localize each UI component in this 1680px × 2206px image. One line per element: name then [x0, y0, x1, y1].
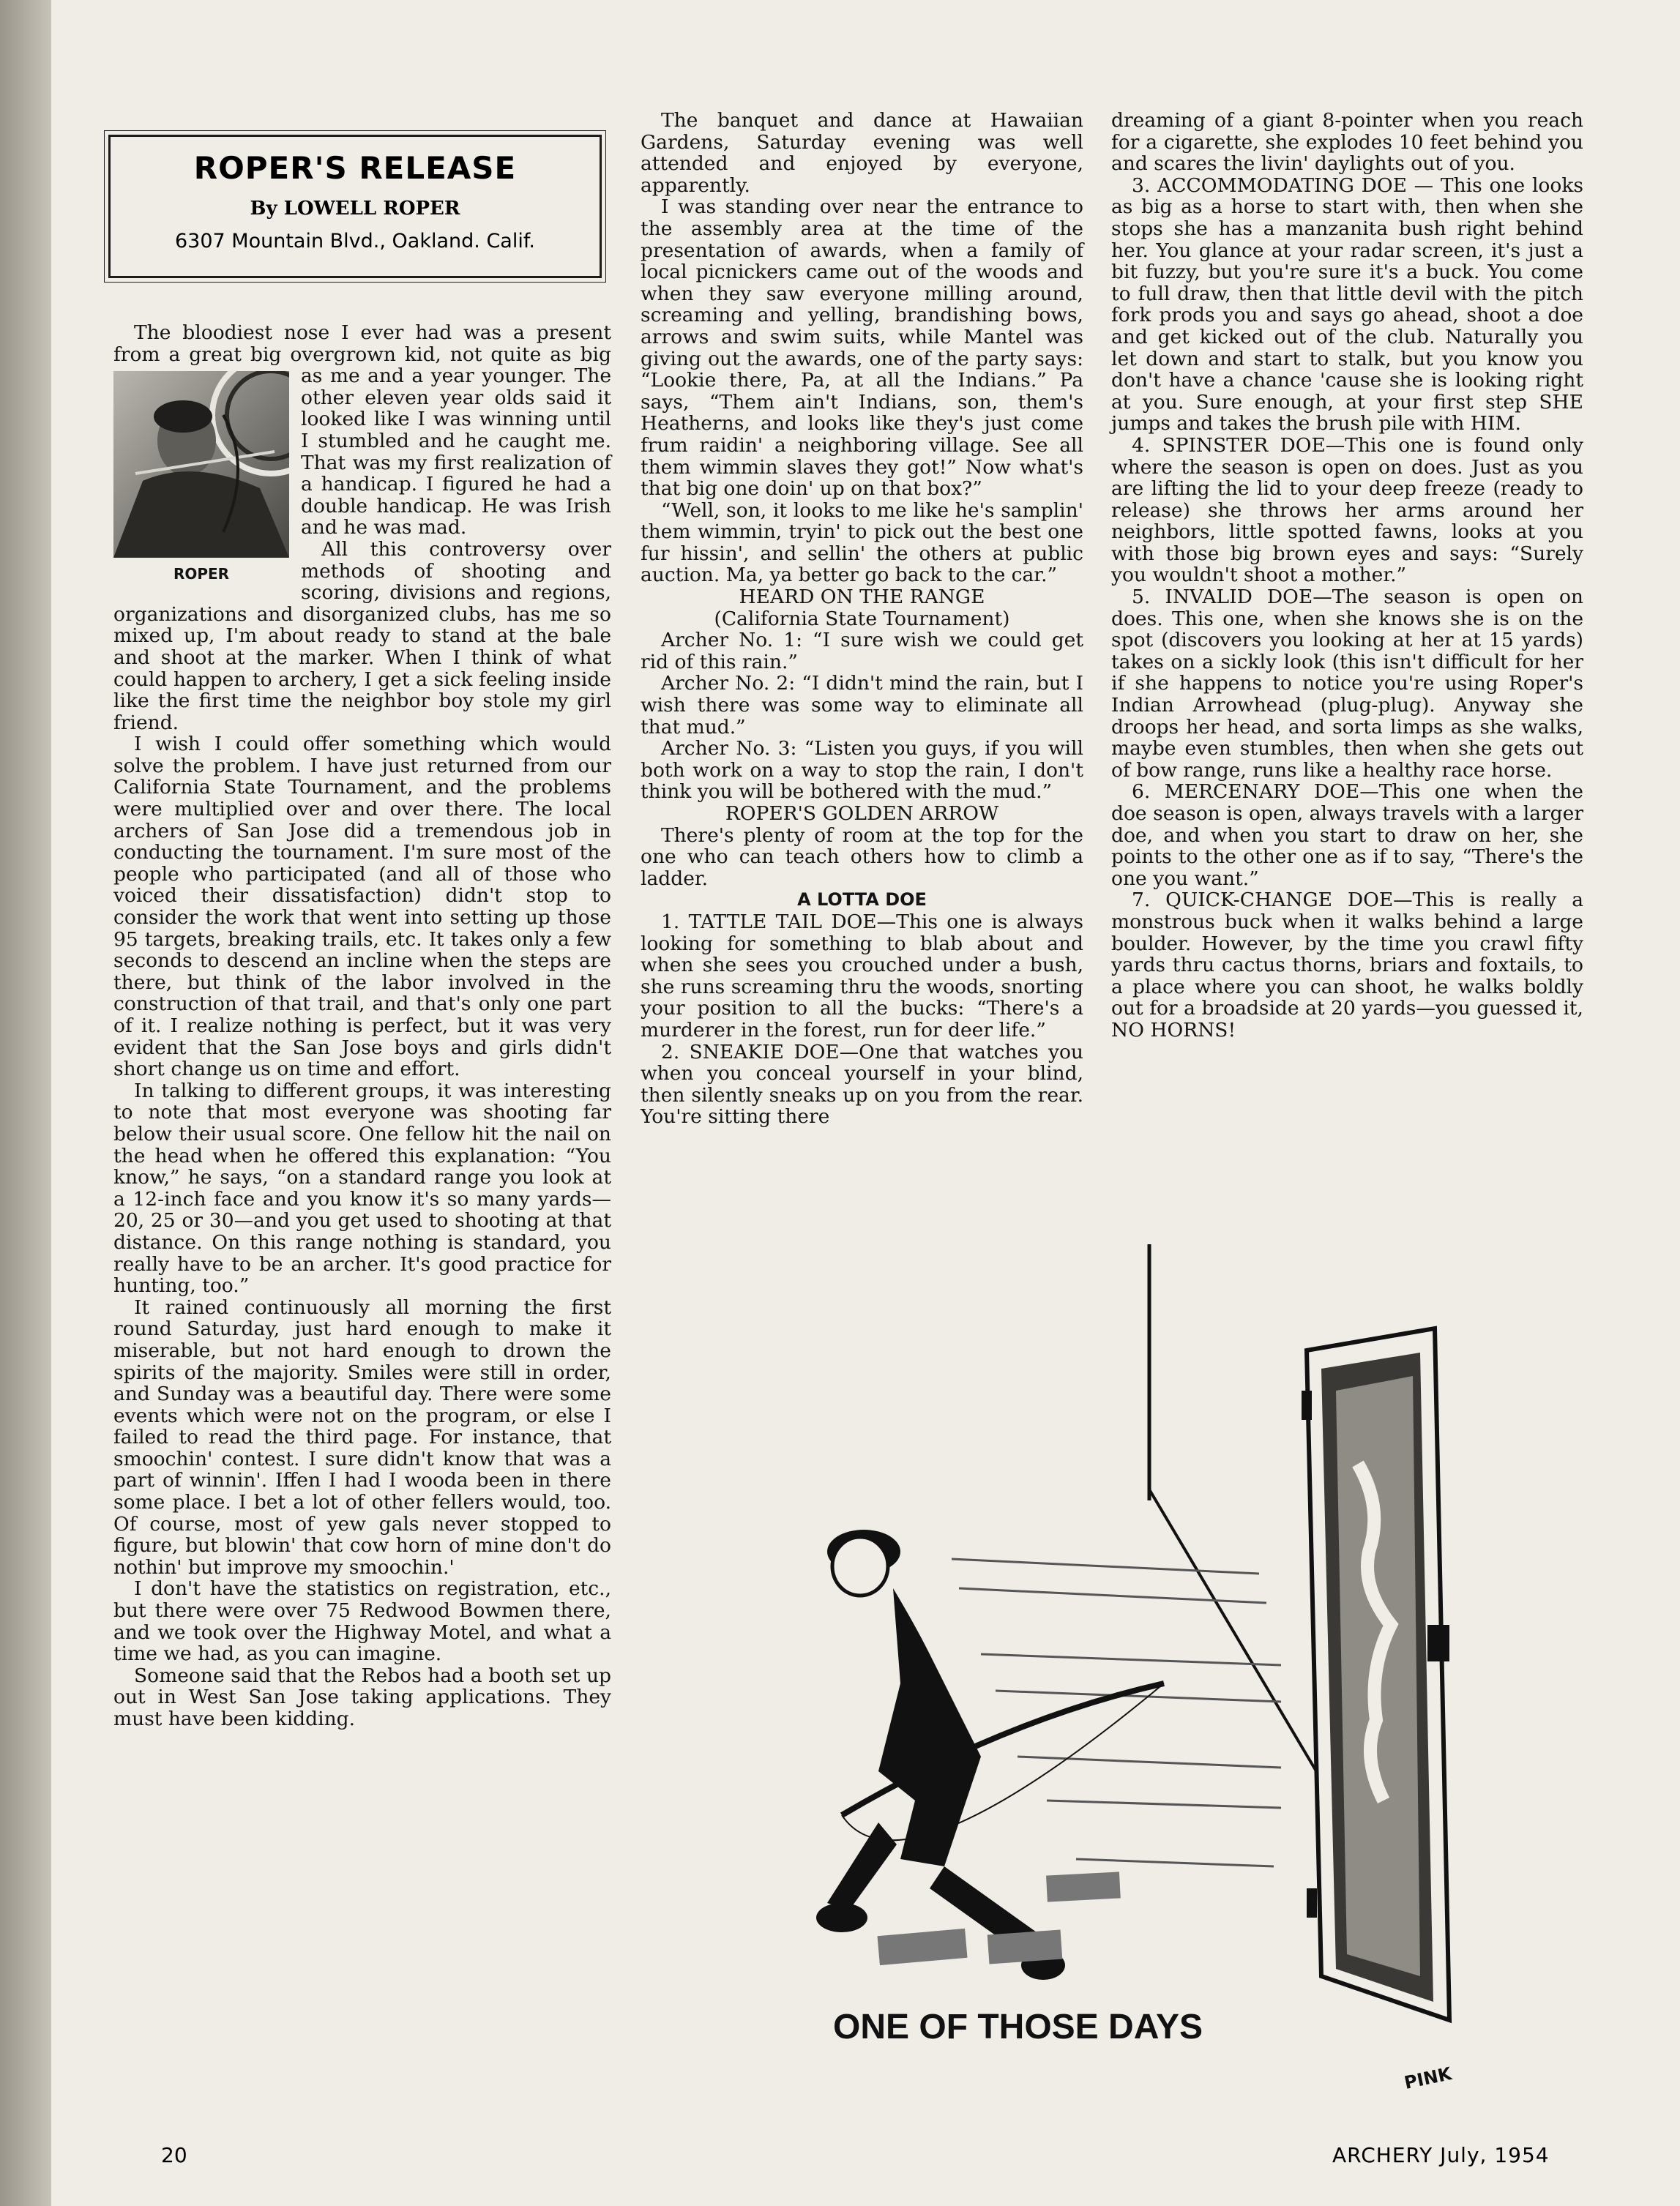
- byline: By LOWELL ROPER: [250, 198, 460, 220]
- article-column-1: [113, 322, 611, 1730]
- column-title: ROPER'S RELEASE: [193, 150, 517, 186]
- paragraph: It rained continuously all morning the first round Saturday, just hard enough to make it miserable, but not hard enough to drown the spirits of the majority. Smiles were still in order, and Sunday was a beautiful day. There were some events which were not on the program, or else I failed to read the third page. For instance, that smoochin' contest. I sure didn't know that was a part of winnin'. Iffen I had I wooda been in there some place. I bet a lot of other fellers would, too. Of course, most of yew gals never stopped to figure, but blowin' that cow horn of mine don't do nothin' but improve my smoochin.': [113, 1295, 611, 1579]
- publication-footer: ARCHERY July, 1954: [1332, 2143, 1550, 2167]
- paragraph: 2. SNEAKIE DOE—One that watches you when you conceal yourself in your blind, then silently sneaks up on you from the rear. You're sitting there: [641, 1040, 1083, 1129]
- paragraph: Archer No. 2: “I didn't mind the rain, but I wish there was some way to eliminate all that mud.”: [641, 672, 1083, 739]
- section-heading: ROPER'S GOLDEN ARROW: [725, 802, 999, 825]
- paragraph: 1. TATTLE TAIL DOE—This one is always looking for something to blab about and when she sees you crouched under a bush, she runs screaming thru the woods, snorting your position to all the bucks: “There's a murderer in the forest, run for deer life.”: [641, 910, 1083, 1042]
- column-header-box: [108, 135, 602, 278]
- paragraph-continuation: younger. The other eleven year olds said it looked like I was winning until I stumbled and he caught me. That was my first realization of a handicap. I figured he had a double handicap. He was Irish and he was mad.: [301, 364, 611, 539]
- paragraph: dreaming of a giant 8-pointer when you reach for a cigarette, she explodes 10 feet behind you and scares the livin' daylights out of you.: [1111, 109, 1583, 176]
- page-number: 20: [161, 2143, 187, 2167]
- cartoon-caption: ONE OF THOSE DAYS: [833, 2008, 1203, 2046]
- section-heading: HEARD ON THE RANGE: [739, 586, 985, 609]
- paragraph: 7. QUICK-CHANGE DOE—This is really a monstrous buck when it walks behind a large boulder. However, by the time you crawl fifty yards thru cactus thorns, briars and foxtails, to a place where you can shoot, he walks boldly out for a broadside at 20 yards—you guessed it, NO HORNS!: [1111, 889, 1583, 1042]
- paragraph: Archer No. 1: “I sure wish we could get rid of this rain.”: [641, 629, 1083, 673]
- paragraph: 6. MERCENARY DOE—This one when the doe season is open, always travels with a larger doe, and when you start to draw on her, she points to the other one as if to say, “There's the one you want.”: [1111, 780, 1583, 890]
- paragraph: 5. INVALID DOE—The season is open on does. This one, when she knows she is on the spot (discovers you looking at her at 15 yards) takes on a sickly look (this isn't difficult for her if she happens to notice you're using Roper's Indian Arrowhead (plug-plug). Anyway she droops her head, and sorta limps as she walks, maybe even stumbles, then when she gets out of bow range, runs like a healthy race horse.: [1111, 586, 1583, 782]
- paragraph: “Well, son, it looks to me like he's samplin' them wimmin, tryin' to pick out the best one fur hissin', and sellin' the others at public auction. Ma, ya better go back to the car.”: [641, 498, 1083, 587]
- paragraph: I wish I could offer something which would solve the problem. I have just returned from our California State Tournament, and the problems were multiplied over and over there. The local archers of San Jose did a tremendous job in conducting the tournament. I'm sure most of the people who participated (and all of those who voiced their dissatisfaction) didn't stop to consider the work that went into setting up those 95 targets, breaking trails, etc. It takes only a few seconds to descend an incline when the steps are there, but think of the labor involved in the construction of that trail, and that's only one part of it. I realize nothing is perfect, but it was very evident that the San Jose boys and girls didn't short change us on time and effort.: [113, 733, 611, 1081]
- author-address: 6307 Mountain Blvd., Oakland. Calif.: [175, 230, 535, 253]
- paragraph: 3. ACCOMMODATING DOE — This one looks as big as a horse to start with, then when she stops she has a manzanita bush right behind her. You glance at your radar screen, it's just a bit fuzzy, but you're sure it's a buck. You come to full draw, then that little devil with the pitch fork prods you and says go ahead, shoot a doe and get kicked out of the club. Naturally you let down and start to stalk, but you know you don't have a chance 'cause she is looking right at you. Sure enough, at your first step SHE jumps and takes the brush pile with HIM.: [1111, 173, 1583, 435]
- cartoon-signature: PINK: [1402, 2063, 1454, 2094]
- section-subheading: (California State Tournament): [714, 607, 1010, 630]
- article-column-2: [641, 110, 1083, 1128]
- paragraph: Archer No. 3: “Listen you guys, if you will both work on a way to stop the rain, I don't think you will be bothered with the mud.”: [641, 737, 1083, 804]
- paragraph: I don't have the statistics on registration, etc., but there were over 75 Redwood Bowmen there, and we took over the Highway Motel, and what a time we had, as you can imagine.: [113, 1577, 611, 1666]
- archer-portrait: [113, 371, 289, 558]
- section-heading: A LOTTA DOE: [797, 889, 927, 911]
- cartoon-illustration: [637, 1244, 1588, 2130]
- paragraph: The bloodiest nose I ever had was a present from a great big overgrown kid, not quite as big as me and a year ROPER younger. The other eleven year olds said it looked like I was winning until I stumbled and he caught me. That was my first realization of a handicap. I figured he had a double handicap. He was Irish and he was mad.: [113, 322, 611, 539]
- paragraph: The banquet and dance at Hawaiian Gardens, Saturday evening was well attended and enjoyed by everyone, apparently.: [641, 109, 1083, 197]
- article-column-3: [1111, 110, 1583, 1042]
- paragraph: All this controversy over methods of shooting and scoring, divisions and regions, organizations and disorganized clubs, has me so mixed up, I'm about ready to stand at the bale and shoot at the marker. When I think of what could happen to archery, I get a sick feeling inside like the first time the neighbor boy stole my girl friend.: [113, 537, 611, 734]
- author-photo: [113, 371, 289, 591]
- binding-edge: [0, 0, 51, 2206]
- paragraph: I was standing over near the entrance to the assembly area at the time of the presentation of awards, when a family of local picnickers came out of the woods and when they saw everyone milling around, screaming and yelling, brandishing bows, arrows and swim suits, while Mantel was giving out the awards, one of the party says: “Lookie there, Pa, at all the Indians.” Pa says, “Them ain't Indians, son, them's Heatherns, and looks like they's just come frum raidin' a neighboring village. See all them wimmin slaves they got!” Now what's that big one doin' up on that box?”: [641, 195, 1083, 501]
- photo-caption: ROPER: [173, 565, 230, 583]
- paragraph: There's plenty of room at the top for the one who can teach others how to climb a ladder.: [641, 823, 1083, 890]
- paragraph: In talking to different groups, it was interesting to note that most everyone was shooting far below their usual score. One fellow hit the nail on the head when he offered this explanation: “You know,” he says, “on a standard range you look at a 12-inch face and you know it's so many yards—20, 25 or 30—and you get used to shooting at that distance. On this range nothing is standard, you really have to be an archer. It's good practice for hunting, too.”: [113, 1079, 611, 1298]
- cartoon: [637, 1244, 1588, 2130]
- paragraph: Someone said that the Rebos had a booth set up out in West San Jose taking applications. They must have been kidding.: [113, 1664, 611, 1730]
- paragraph: 4. SPINSTER DOE—This one is found only where the season is open on does. Just as you are lifting the lid to your deep freeze (ready to release) she throws her arms around her neighbors, little spotted fawns, looks at you with those big brown eyes and says: “Surely you wouldn't shoot a mother.”: [1111, 433, 1583, 587]
